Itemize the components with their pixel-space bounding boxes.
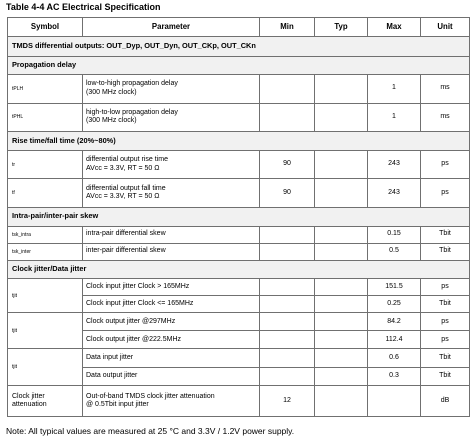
typ-cell: [315, 385, 368, 416]
section-label: Intra-pair/inter-pair skew: [8, 208, 470, 226]
header-parameter: Parameter: [83, 18, 260, 37]
max-cell: 0.6: [368, 349, 421, 367]
parameter-line: differential output fall time: [86, 185, 166, 193]
min-cell: [260, 331, 315, 349]
typ-cell: [315, 226, 368, 243]
max-cell: 0.5: [368, 243, 421, 260]
max-cell: 112.4: [368, 331, 421, 349]
table-row: [8, 150, 470, 179]
unit-cell: ps: [421, 313, 470, 331]
symbol-cell: tf: [8, 179, 83, 208]
min-cell: [260, 278, 315, 295]
parameter-line: high-to-low propagation delay: [86, 109, 178, 117]
symbol-cell: tjit: [8, 278, 83, 312]
max-cell: 84.2: [368, 313, 421, 331]
parameter-line: Out-of-band TMDS clock jitter attenuation: [86, 392, 215, 400]
header-min: Min: [260, 18, 315, 37]
table-row: [8, 179, 470, 208]
typ-cell: [315, 349, 368, 367]
min-cell: [260, 103, 315, 132]
min-cell: [260, 349, 315, 367]
footnote: Note: All typical values are measured at 25 °C and 3.3V / 1.2V power supply.: [6, 426, 295, 436]
header-row: [8, 18, 470, 37]
unit-cell: ms: [421, 103, 470, 132]
max-cell: 1: [368, 103, 421, 132]
max-cell: 243: [368, 179, 421, 208]
parameter-cell: [83, 150, 260, 179]
parameter-line: @ 0.5Tbit input jitter: [86, 400, 149, 408]
unit-cell: ms: [421, 74, 470, 103]
unit-cell: Tbit: [421, 296, 470, 313]
max-cell: 0.25: [368, 296, 421, 313]
unit-cell: Tbit: [421, 226, 470, 243]
section-label: Rise time/fall time (20%~80%): [8, 132, 470, 150]
parameter-cell: [83, 385, 260, 416]
max-cell: 0.3: [368, 367, 421, 385]
parameter-cell: inter-pair differential skew: [83, 243, 260, 260]
table-row: [8, 103, 470, 132]
tmds-outputs-label: TMDS differential outputs: OUT_Dyp, OUT_Dyn, OUT_CKp, OUT_CKn: [8, 37, 470, 56]
max-cell: 1: [368, 74, 421, 103]
parameter-cell: Data output jitter: [83, 367, 260, 385]
table-row: [8, 313, 470, 331]
min-cell: 90: [260, 179, 315, 208]
max-cell: 151.5: [368, 278, 421, 295]
typ-cell: [315, 179, 368, 208]
symbol-cell: tjit: [8, 313, 83, 349]
section-jitter: [8, 260, 470, 278]
min-cell: 12: [260, 385, 315, 416]
typ-cell: [315, 313, 368, 331]
parameter-cell: [83, 103, 260, 132]
parameter-cell: intra-pair differential skew: [83, 226, 260, 243]
table-row: [8, 243, 470, 260]
typ-cell: [315, 74, 368, 103]
min-cell: [260, 226, 315, 243]
parameter-cell: Data input jitter: [83, 349, 260, 367]
symbol-cell: tsk_inter: [8, 243, 83, 260]
unit-cell: ps: [421, 278, 470, 295]
typ-cell: [315, 243, 368, 260]
parameter-cell: [83, 179, 260, 208]
parameter-cell: Clock input jitter Clock > 165MHz: [83, 278, 260, 295]
parameter-line: (300 MHz clock): [86, 117, 137, 125]
symbol-cell: tjit: [8, 349, 83, 385]
parameter-line: AVcc = 3.3V, RT = 50 Ω: [86, 164, 160, 172]
symbol-cell: tsk_intra: [8, 226, 83, 243]
table-row: [8, 74, 470, 103]
max-cell: [368, 385, 421, 416]
section-label: Clock jitter/Data jitter: [8, 260, 470, 278]
section-rise-fall-time: [8, 132, 470, 150]
table-row: [8, 226, 470, 243]
header-unit: Unit: [421, 18, 470, 37]
min-cell: [260, 74, 315, 103]
max-cell: 0.15: [368, 226, 421, 243]
ac-spec-table: [7, 17, 470, 417]
unit-cell: ps: [421, 331, 470, 349]
table-row: [8, 278, 470, 295]
unit-cell: Tbit: [421, 367, 470, 385]
typ-cell: [315, 296, 368, 313]
table-row: [8, 349, 470, 367]
min-cell: [260, 313, 315, 331]
section-propagation-delay: [8, 56, 470, 74]
parameter-cell: [83, 74, 260, 103]
unit-cell: ps: [421, 150, 470, 179]
header-symbol: Symbol: [8, 18, 83, 37]
header-typ: Typ: [315, 18, 368, 37]
unit-cell: Tbit: [421, 349, 470, 367]
symbol-cell: tPHL: [8, 103, 83, 132]
min-cell: 90: [260, 150, 315, 179]
parameter-line: low-to-high propagation delay: [86, 80, 178, 88]
table-title: Table 4-4 AC Electrical Specification: [6, 2, 161, 12]
unit-cell: Tbit: [421, 243, 470, 260]
typ-cell: [315, 367, 368, 385]
typ-cell: [315, 278, 368, 295]
parameter-cell: Clock input jitter Clock <= 165MHz: [83, 296, 260, 313]
parameter-cell: Clock output jitter @222.5MHz: [83, 331, 260, 349]
section-label: Propagation delay: [8, 56, 470, 74]
symbol-cell: tPLH: [8, 74, 83, 103]
table-row: [8, 385, 470, 416]
min-cell: [260, 243, 315, 260]
parameter-cell: Clock output jitter @297MHz: [83, 313, 260, 331]
unit-cell: dB: [421, 385, 470, 416]
section-skew: [8, 208, 470, 226]
min-cell: [260, 367, 315, 385]
unit-cell: ps: [421, 179, 470, 208]
header-max: Max: [368, 18, 421, 37]
typ-cell: [315, 103, 368, 132]
parameter-line: differential output rise time: [86, 156, 168, 164]
symbol-cell: Clock jitter attenuation: [8, 385, 83, 416]
max-cell: 243: [368, 150, 421, 179]
typ-cell: [315, 331, 368, 349]
parameter-line: (300 MHz clock): [86, 88, 137, 96]
parameter-line: AVcc = 3.3V, RT = 50 Ω: [86, 193, 160, 201]
symbol-cell: tr: [8, 150, 83, 179]
typ-cell: [315, 150, 368, 179]
min-cell: [260, 296, 315, 313]
tmds-outputs-row: [8, 37, 470, 56]
